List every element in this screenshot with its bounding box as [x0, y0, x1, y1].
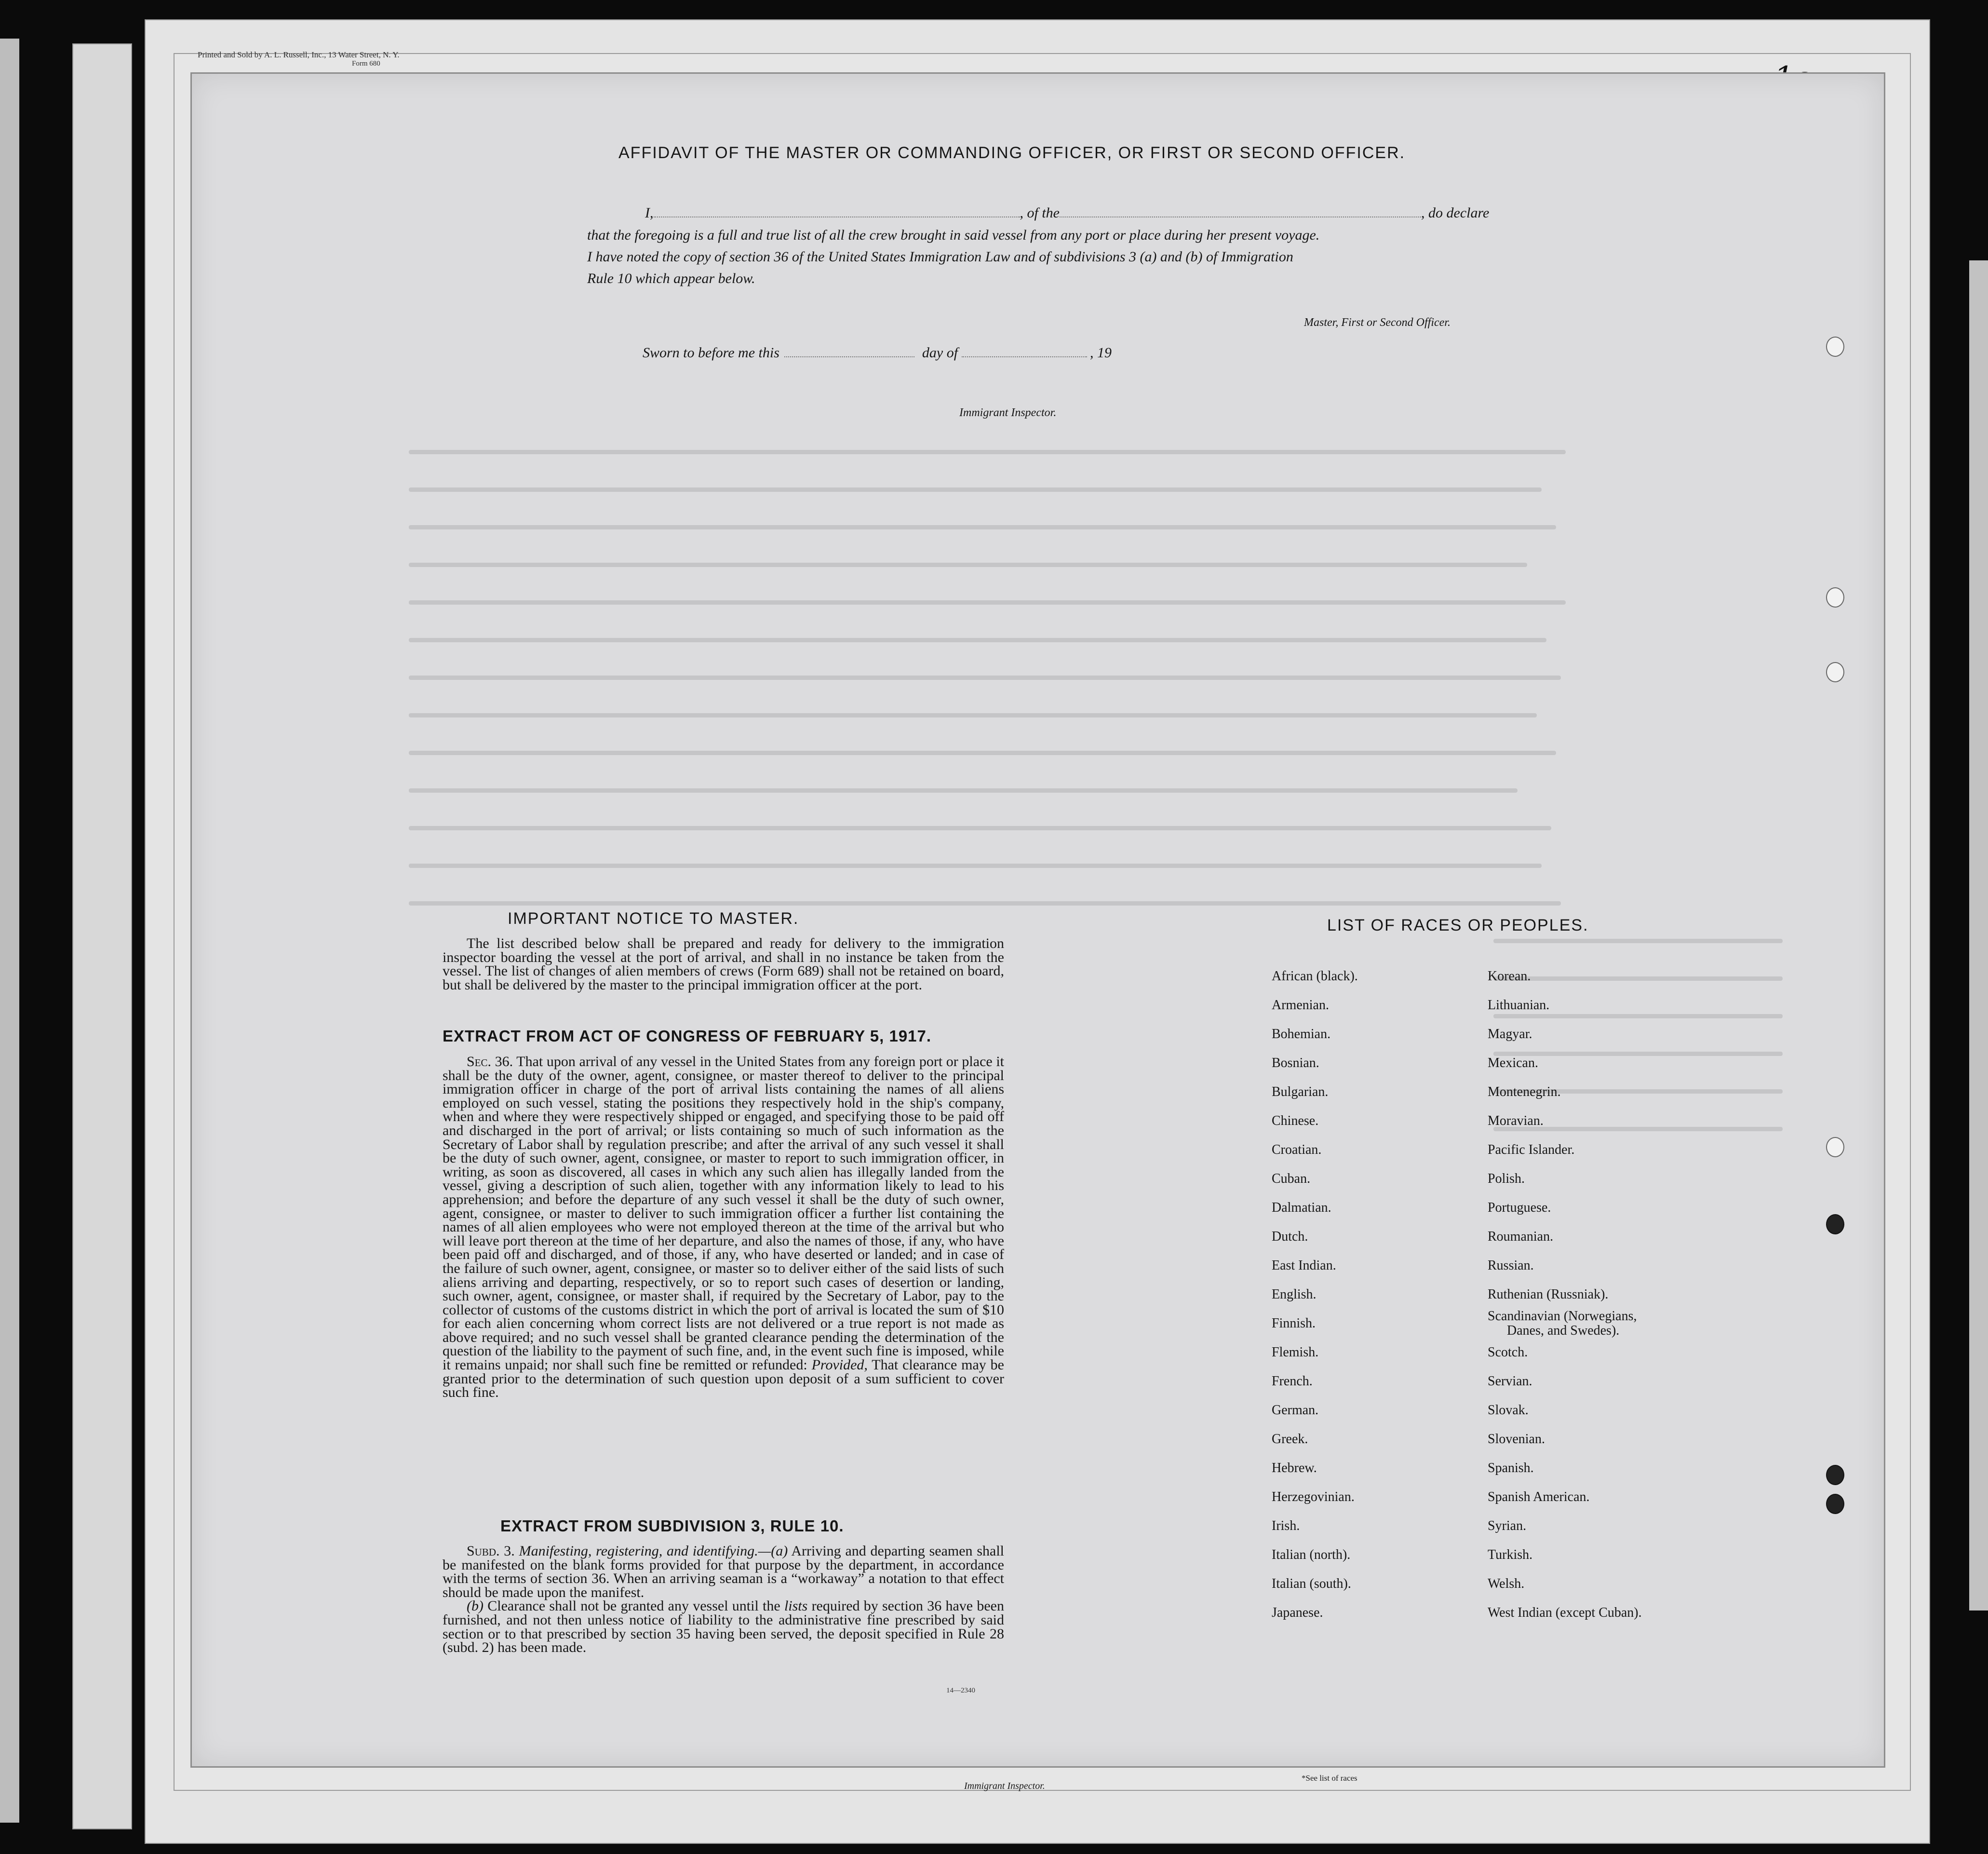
- race-right-15: Servian.: [1488, 1374, 1532, 1389]
- race-left-20: Irish.: [1272, 1518, 1300, 1533]
- year-label: , 19: [1090, 345, 1112, 361]
- race-left-15: French.: [1272, 1374, 1313, 1389]
- race-left-21: Italian (north).: [1272, 1547, 1351, 1562]
- race-right-20: Syrian.: [1488, 1518, 1527, 1533]
- races-title: LIST OF RACES OR PEOPLES.: [1327, 916, 1589, 934]
- extract-act-title: EXTRACT FROM ACT OF CONGRESS OF FEBRUARY 5, 1917.: [443, 1027, 932, 1045]
- sworn-day-blank: [784, 355, 914, 357]
- race-left-16: German.: [1272, 1403, 1319, 1418]
- race-left-3: Bohemian.: [1272, 1027, 1331, 1042]
- race-left-7: Croatian.: [1272, 1142, 1322, 1157]
- race-left-5: Bulgarian.: [1272, 1084, 1329, 1099]
- race-left-22: Italian (south).: [1272, 1576, 1351, 1591]
- race-right-12: Ruthenian (Russniak).: [1488, 1287, 1609, 1302]
- race-left-6: Chinese.: [1272, 1113, 1319, 1128]
- affidavit-line-4: Rule 10 which appear below.: [587, 271, 755, 286]
- race-left-4: Bosnian.: [1272, 1056, 1319, 1070]
- binder-hole-5: [1826, 1214, 1844, 1234]
- affidavit-line-3: I have noted the copy of section 36 of the United States Immigration Law and of subdivisions 3 (a) and (b) of Immigration: [587, 249, 1293, 265]
- subd-label: Subd. 3.: [467, 1543, 515, 1559]
- affidavit-i: I,: [645, 205, 654, 221]
- binder-hole-7: [1826, 1494, 1844, 1514]
- subd-b-label: (b): [467, 1598, 484, 1614]
- race-right-5: Montenegrin.: [1488, 1084, 1561, 1099]
- right-edge-strip: [1969, 260, 1988, 1610]
- race-left-12: English.: [1272, 1287, 1316, 1302]
- race-right-2: Lithuanian.: [1488, 998, 1550, 1013]
- subd-a-text: Arriving and departing seamen shall be manifested on the blank forms provided for that purpose by the department, in accordance with the terms of section 36. When an arriving seaman is a “workaway” a notation to that effect should be made upon the manifest.: [443, 1543, 1004, 1600]
- race-right-11: Russian.: [1488, 1258, 1534, 1273]
- subd-heading: Manifesting, registering, and identifying.—(a): [519, 1543, 788, 1559]
- binder-hole-4: [1826, 1137, 1844, 1157]
- race-right-8: Polish.: [1488, 1171, 1525, 1186]
- subd-b-text-1: Clearance shall not be granted any vessel until the: [487, 1598, 780, 1614]
- race-right-13-line-2: Danes, and Swedes).: [1507, 1323, 1620, 1338]
- race-right-17: Slovenian.: [1488, 1432, 1545, 1447]
- race-left-11: East Indian.: [1272, 1258, 1336, 1273]
- vessel-blank: [1060, 216, 1421, 217]
- sworn-label: Sworn to before me this: [643, 345, 779, 361]
- notice-text-block: [443, 937, 1004, 992]
- race-right-16: Slovak.: [1488, 1403, 1529, 1418]
- race-left-9: Dalmatian.: [1272, 1200, 1331, 1215]
- race-right-19: Spanish American.: [1488, 1489, 1590, 1504]
- print-code: 14—2340: [946, 1687, 975, 1694]
- binder-hole-6: [1826, 1465, 1844, 1485]
- left-edge-strip: [0, 39, 19, 1823]
- race-right-23: West Indian (except Cuban).: [1488, 1605, 1642, 1620]
- section-36-text-end: That clearance may be granted prior to the determination of such question upon deposit of a sum sufficient to cover such fine.: [443, 1357, 1004, 1401]
- race-right-13: [1488, 1309, 1642, 1338]
- race-right-21: Turkish.: [1488, 1547, 1533, 1562]
- affidavit-title: AFFIDAVIT OF THE MASTER OR COMMANDING OFFICER, OR FIRST OR SECOND OFFICER.: [618, 144, 1406, 162]
- race-right-1: Korean.: [1488, 969, 1531, 984]
- race-right-18: Spanish.: [1488, 1461, 1534, 1475]
- name-blank: [654, 216, 1020, 217]
- footer-note: *See list of races: [1302, 1773, 1357, 1783]
- day-of-label: day of: [922, 345, 958, 361]
- affidavit-line-2: that the foregoing is a full and true list of all the crew brought in said vessel from any port or place during her present voyage.: [587, 227, 1320, 243]
- race-left-10: Dutch.: [1272, 1229, 1308, 1244]
- race-right-4: Mexican.: [1488, 1056, 1538, 1070]
- master-signature-label: Master, First or Second Officer.: [1304, 316, 1451, 329]
- section-36-text: That upon arrival of any vessel in the United States from any foreign port or place it shall be the duty of the owner, agent, consignee, or master thereof to deliver to the principal immigration officer in charge of the port of arrival lists containing the names of all aliens employed on such vessel, stating the positions they respectively hold in the ship's company, when and where they were respectively shipped or engaged, and specifying those to be paid off and discharged in the port of arrival; or lists containing so much of such information as the Secretary of Labor shall by regulation prescribe; and after the arrival of any such vessel it shall be the duty of such owner, agent, consignee, or master to report to such immigration officer, in writing, as soon as discovered, all cases in which any such alien has illegally landed from the vessel, giving a description of such alien, together with any information likely to lead to his apprehension; and before the departure of any such vessel it shall be the duty of such owner, agent, consignee, or master to deliver to such immigration officer a further list containing the names of all alien employees who were not employed thereon at the time of the arrival but who will leave port thereon at the time of her departure, and also the names of those, if any, who have been paid off and discharged, and of those, if any, who have deserted or landed; and in case of the failure of such owner, agent, consignee, or master so to deliver either of the said lists of such aliens arriving and departing, respectively, or so to report such cases of desertion or landing, such owner, agent, consignee, or master shall, if required by the Secretary of Labor, pay to the collector of customs of the customs district in which the port of arrival is located the sum of $10 for each alien concerning whom correct lists are not delivered or a true report is not made as above required; and no such vessel shall be granted clearance pending the determination of the question of the liability to the payment of such fine, and, in the event such fine is imposed, while it remains unpaid; nor shall such fine be remitted or refunded:: [443, 1054, 1004, 1373]
- race-right-10: Roumanian.: [1488, 1229, 1554, 1244]
- affidavit-line-1: [645, 205, 1489, 221]
- race-right-9: Portuguese.: [1488, 1200, 1551, 1215]
- race-left-8: Cuban.: [1272, 1171, 1311, 1186]
- extract-rule-title: EXTRACT FROM SUBDIVISION 3, RULE 10.: [500, 1517, 844, 1535]
- race-right-7: Pacific Islander.: [1488, 1142, 1575, 1157]
- sworn-month-blank: [962, 355, 1087, 357]
- provided-word: Provided,: [811, 1357, 868, 1373]
- section-36-label: Sec. 36.: [467, 1054, 513, 1069]
- race-left-13: Finnish.: [1272, 1316, 1316, 1331]
- immigrant-inspector-label: Immigrant Inspector.: [959, 406, 1057, 419]
- race-right-6: Moravian.: [1488, 1113, 1544, 1128]
- extract-act-text-block: [443, 1055, 1004, 1400]
- sworn-line: [643, 345, 1112, 361]
- binder-hole-1: [1826, 337, 1844, 357]
- race-right-14: Scotch.: [1488, 1345, 1528, 1360]
- races-left-column: [1272, 962, 1358, 1627]
- race-left-2: Armenian.: [1272, 998, 1329, 1013]
- extract-rule-text-block: [443, 1544, 1004, 1655]
- race-left-17: Greek.: [1272, 1432, 1308, 1447]
- race-right-3: Magyar.: [1488, 1027, 1532, 1042]
- subd-b-text-2: required by section 36 have been furnished, and not then unless notice of liability to the administrative fine prescribed by said section or to that prescribed by section 35 having been served, the deposit specified in Rule 28 (subd. 2) has been made.: [443, 1598, 1004, 1656]
- race-left-14: Flemish.: [1272, 1345, 1319, 1360]
- race-right-22: Welsh.: [1488, 1576, 1525, 1591]
- race-left-19: Herzegovinian.: [1272, 1489, 1355, 1504]
- footer-inspector-label: Immigrant Inspector.: [964, 1781, 1045, 1791]
- race-left-1: African (black).: [1272, 969, 1358, 984]
- race-right-13-line-1: Scandinavian (Norwegians,: [1488, 1309, 1637, 1324]
- lists-word: lists: [784, 1598, 808, 1614]
- affidavit-declare: , do declare: [1421, 205, 1490, 221]
- notice-title: IMPORTANT NOTICE TO MASTER.: [508, 909, 799, 928]
- binder-hole-2: [1826, 587, 1844, 608]
- notice-text: The list described below shall be prepared and ready for delivery to the immigration inspector boarding the vessel at the port of arrival, and shall in no instance be taken from the vessel. The list of changes of alien members of crews (Form 689) shall not be retained on board, but shall be delivered by the master to the principal immigration officer at the port.: [443, 935, 1004, 993]
- races-right-column: [1488, 962, 1642, 1627]
- document-sheet: [190, 72, 1885, 1768]
- form-number: Form 680: [352, 60, 380, 68]
- race-left-23: Japanese.: [1272, 1605, 1323, 1620]
- underlying-sheet-left: [72, 43, 132, 1829]
- printer-credit: Printed and Sold by A. L. Russell, Inc., 13 Water Street, N. Y.: [198, 50, 400, 59]
- binder-hole-3: [1826, 662, 1844, 682]
- race-left-18: Hebrew.: [1272, 1461, 1317, 1475]
- affidavit-of-the: , of the: [1020, 205, 1060, 221]
